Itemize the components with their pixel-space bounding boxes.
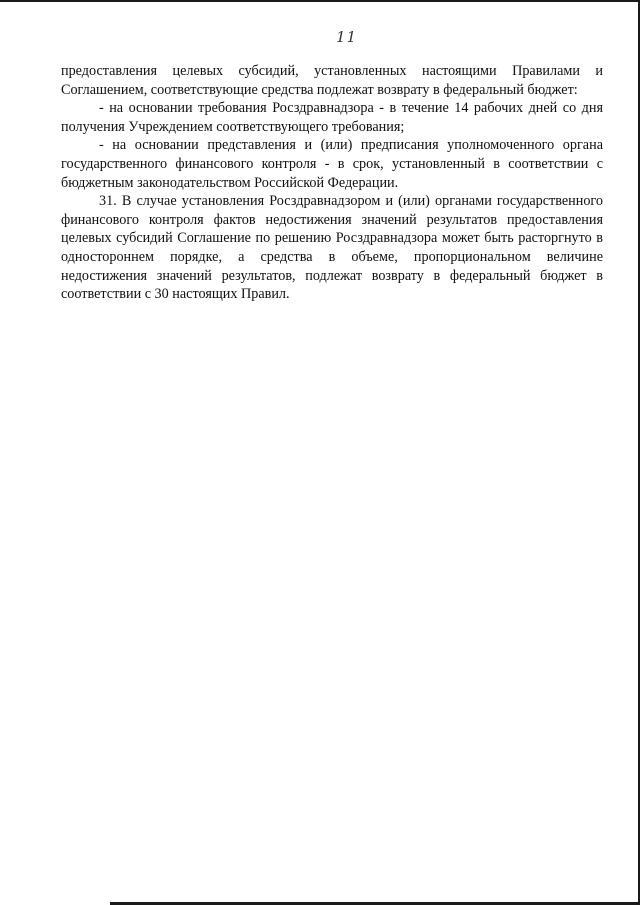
document-body	[61, 62, 603, 304]
paragraph-continuation: предоставления целевых субсидий, установленных настоящими Правилами и Соглашением, соответствующие средства подлежат возврату в федеральный бюджет:	[61, 63, 603, 98]
paragraph-financial-control: - на основании представления и (или) предписания уполномоченного органа государственного финансового контроля - в срок, установленный в соответствии с бюджетным законодательством Российской Федерации.	[61, 137, 603, 191]
paragraph-clause-31: 31. В случае установления Росздравнадзором и (или) органами государственного финансового контроля фактов недостижения значений результатов предоставления целевых субсидий Соглашение по решению Росздравнадзора может быть расторгнуто в одностороннем порядке, а средства в объеме, пропорциональном величине недостижения значений результатов, подлежат возврату в федеральный бюджет в соответствии с 30 настоящих Правил.	[61, 193, 603, 303]
page-number: 11	[336, 28, 358, 46]
paragraph-rosszdravnadzor-demand: - на основании требования Росздравнадзора - в течение 14 рабочих дней со дня получения Учреждением соответствующего требования;	[61, 100, 603, 135]
page-edge-top	[0, 0, 640, 2]
